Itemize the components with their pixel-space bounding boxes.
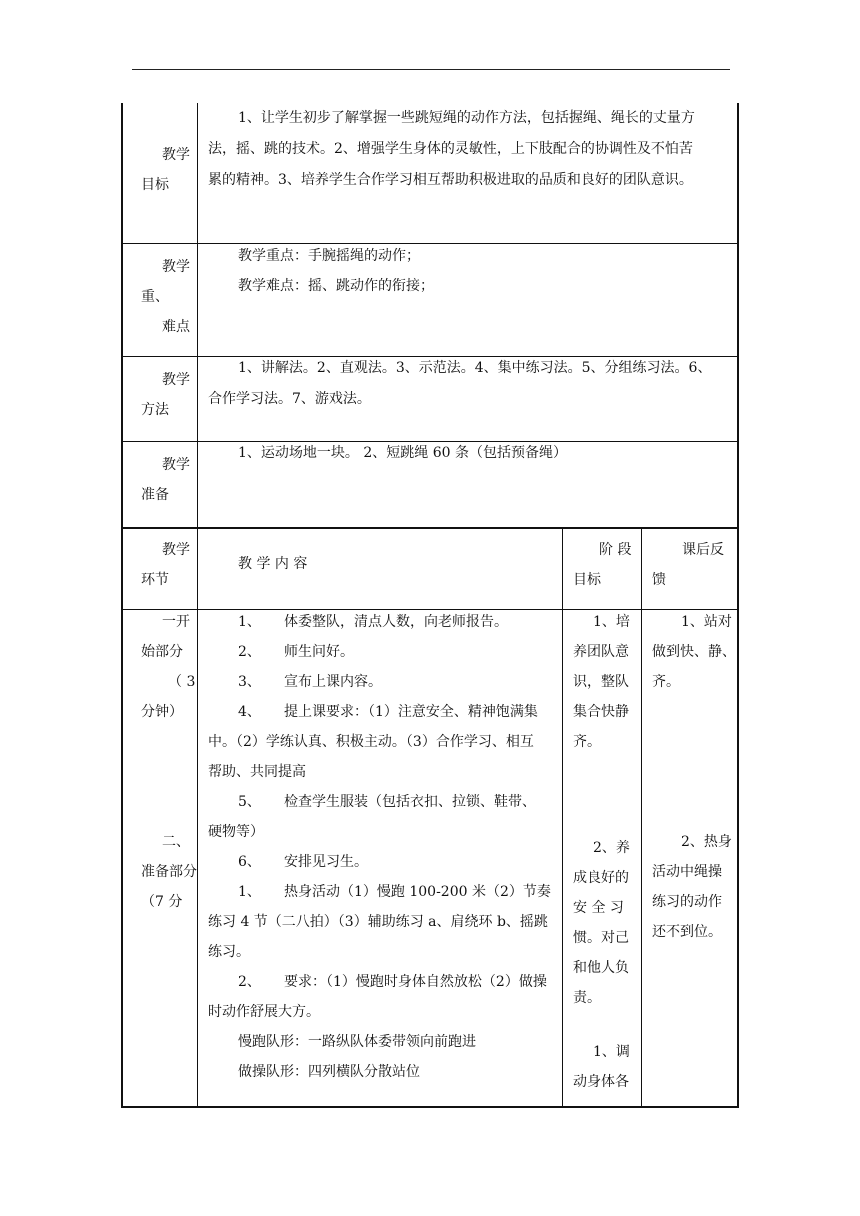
key-points-label: 教学 [162, 259, 190, 275]
content-item-text: 练习 4 节（二八拍）（3）辅助练习 a、肩绕环 b、摇跳 [208, 914, 548, 930]
content-item-number: 5、 [238, 794, 261, 810]
goal-text: 养团队意 [573, 644, 629, 660]
goal-text: 惯。对己 [573, 930, 629, 946]
feedback-header: 馈 [652, 572, 666, 588]
content-item-text: 练习。 [208, 944, 250, 960]
goal-text: 集合快静 [573, 704, 629, 720]
key-points-label: 重、 [141, 289, 169, 305]
content-item-text: 时动作舒展大方。 [208, 1004, 320, 1020]
content-item-text: 帮助、共同提高 [208, 764, 306, 780]
table-left-border [121, 103, 123, 1108]
content-header: 教 学 内 容 [238, 556, 308, 572]
formation-text: 做操队形：四列横队分散站位 [238, 1064, 420, 1080]
stage-start-label: （ 3 [168, 674, 196, 690]
feedback-text: 练习的动作 [652, 894, 722, 910]
table-bottom-border [121, 1106, 739, 1108]
stage-start-label: 一开 [162, 614, 190, 630]
preparation-label: 准备 [141, 487, 169, 503]
goal-text: 责。 [573, 990, 601, 1006]
preparation-label: 教学 [162, 457, 190, 473]
content-item-text: 热身活动（1）慢跑 100-200 米（2）节奏 [284, 884, 551, 900]
objectives-line: 法，摇、跳的技术。2、增强学生身体的灵敏性，上下肢配合的协调性及不怕苦 [208, 141, 693, 157]
methods-label: 方法 [141, 402, 169, 418]
row-divider [121, 527, 739, 529]
goal-column-divider [562, 528, 563, 1108]
content-item-number: 1、 [238, 614, 261, 630]
content-item-text: 硬物等） [208, 824, 264, 840]
goal-header: 阶 段 [599, 542, 632, 558]
content-item-text: 宣布上课内容。 [284, 674, 382, 690]
methods-line: 合作学习法。7、游戏法。 [208, 391, 371, 407]
goal-text: 和他人负 [573, 960, 629, 976]
objectives-line: 累的精神。3、培养学生合作学习相互帮助积极进取的品质和良好的团队意识。 [208, 172, 693, 188]
content-item-number: 3、 [238, 674, 261, 690]
row-divider [121, 243, 739, 244]
goal-text: 1、调 [593, 1044, 630, 1060]
formation-text: 慢跑队形：一路纵队体委带领向前跑进 [238, 1034, 476, 1050]
content-item-number: 2、 [238, 974, 261, 990]
stage-start-label: 分钟） [141, 704, 183, 720]
lesson-plan-table [121, 103, 739, 1108]
difficulty-text: 教学难点：摇、跳动作的衔接； [238, 278, 434, 294]
page-header-rule [132, 69, 730, 70]
goal-header: 目标 [573, 572, 601, 588]
content-item-text: 提上课要求：（1）注意安全、精神饱满集 [284, 704, 538, 720]
objectives-line: 1、让学生初步了解掌握一些跳短绳的动作方法，包括握绳、绳长的丈量方 [238, 110, 695, 126]
content-item-text: 检查学生服装（包括衣扣、拉锁、鞋带、 [284, 794, 536, 810]
feedback-text: 做到快、静、 [652, 644, 736, 660]
content-item-text: 要求：（1）慢跑时身体自然放松（2）做操 [284, 974, 547, 990]
stage-warmup-label: （7 分 [141, 894, 183, 910]
goal-text: 2、养 [593, 840, 630, 856]
content-item-text: 体委整队，清点人数，向老师报告。 [284, 614, 508, 630]
feedback-text: 齐。 [652, 674, 680, 690]
feedback-text: 活动中绳操 [652, 864, 722, 880]
table-right-border [737, 103, 739, 1108]
content-item-number: 4、 [238, 704, 261, 720]
content-item-text: 安排见习生。 [284, 854, 368, 870]
goal-text: 动身体各 [573, 1074, 629, 1090]
key-points-label: 难点 [162, 319, 190, 335]
goal-text: 成良好的 [573, 870, 629, 886]
methods-label: 教学 [162, 372, 190, 388]
feedback-text: 还不到位。 [652, 924, 722, 940]
goal-text: 识，整队 [573, 674, 629, 690]
content-item-text: 中。（2）学练认真、积极主动。（3）合作学习、相互 [208, 734, 534, 750]
stage-header: 环节 [141, 572, 169, 588]
objectives-label: 教学 [162, 147, 190, 163]
goal-text: 安 全 习 [573, 900, 624, 916]
feedback-column-divider [641, 528, 642, 1108]
stage-header: 教学 [162, 542, 190, 558]
objectives-label: 目标 [141, 177, 169, 193]
key-point-text: 教学重点：手腕摇绳的动作； [238, 248, 420, 264]
stage-warmup-label: 准备部分 [141, 864, 197, 880]
content-item-number: 6、 [238, 854, 261, 870]
feedback-text: 2、热身 [681, 834, 732, 850]
preparation-text: 1、运动场地一块。 2、短跳绳 60 条（包括预备绳） [238, 445, 567, 461]
goal-text: 1、培 [593, 614, 630, 630]
content-item-text: 师生问好。 [284, 644, 354, 660]
content-item-number: 1、 [238, 884, 261, 900]
methods-line: 1、讲解法。2、直观法。3、示范法。4、集中练习法。5、分组练习法。6、 [238, 360, 712, 376]
label-column-divider [197, 103, 198, 1108]
goal-text: 齐。 [573, 734, 601, 750]
stage-start-label: 始部分 [141, 644, 183, 660]
content-item-number: 2、 [238, 644, 261, 660]
feedback-header: 课后反 [682, 542, 724, 558]
feedback-text: 1、站对 [681, 614, 732, 630]
stage-warmup-label: 二、 [162, 834, 190, 850]
